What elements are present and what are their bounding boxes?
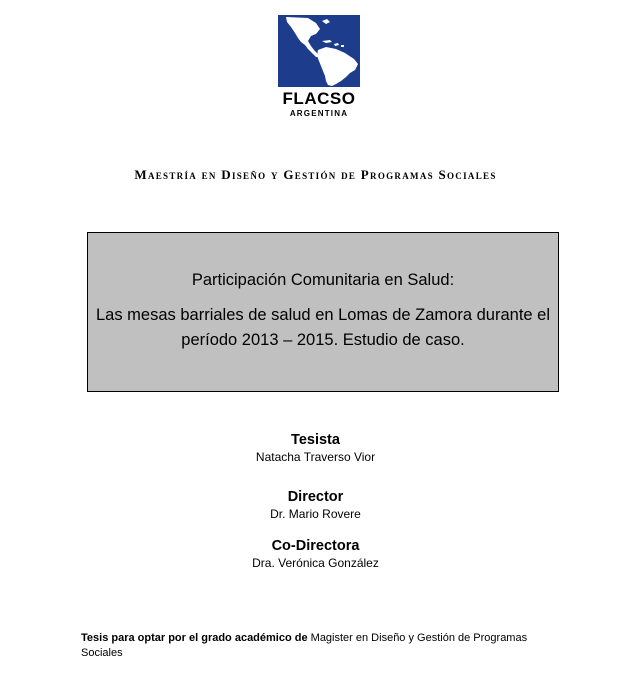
- thesis-subtitle: Las mesas barriales de salud en Lomas de Zamora durante el período 2013 – 2015. Estudio de caso.: [96, 306, 550, 349]
- codirectora-role: Co-Directora: [271, 538, 360, 554]
- degree-statement: [81, 631, 561, 661]
- thesis-title-box: [87, 232, 559, 392]
- director-block: [0, 488, 631, 522]
- thesis-title: Participación Comunitaria en Salud:: [191, 271, 455, 289]
- codirectora-name: Dra. Verónica González: [252, 556, 379, 570]
- program-title: Maestría en Diseño y Gestión de Programas Sociales: [134, 167, 497, 182]
- logo-name: FLACSO: [282, 89, 356, 108]
- director-role: Director: [287, 489, 344, 505]
- director-name: Dr. Mario Rovere: [270, 507, 361, 521]
- latin-america-map-icon: [278, 15, 360, 87]
- logo-subtitle: ARGENTINA: [289, 109, 349, 118]
- tesista-name: Natacha Traverso Vior: [255, 450, 376, 464]
- tesista-block: [0, 431, 631, 465]
- degree-lead: Tesis para optar por el grado académico de: [81, 632, 308, 644]
- degree-name: Magister en Diseño y Gestión de Programas Sociales: [81, 632, 528, 659]
- flacso-logo: [278, 15, 360, 125]
- codirectora-block: [0, 537, 631, 571]
- tesista-role: Tesista: [291, 432, 340, 448]
